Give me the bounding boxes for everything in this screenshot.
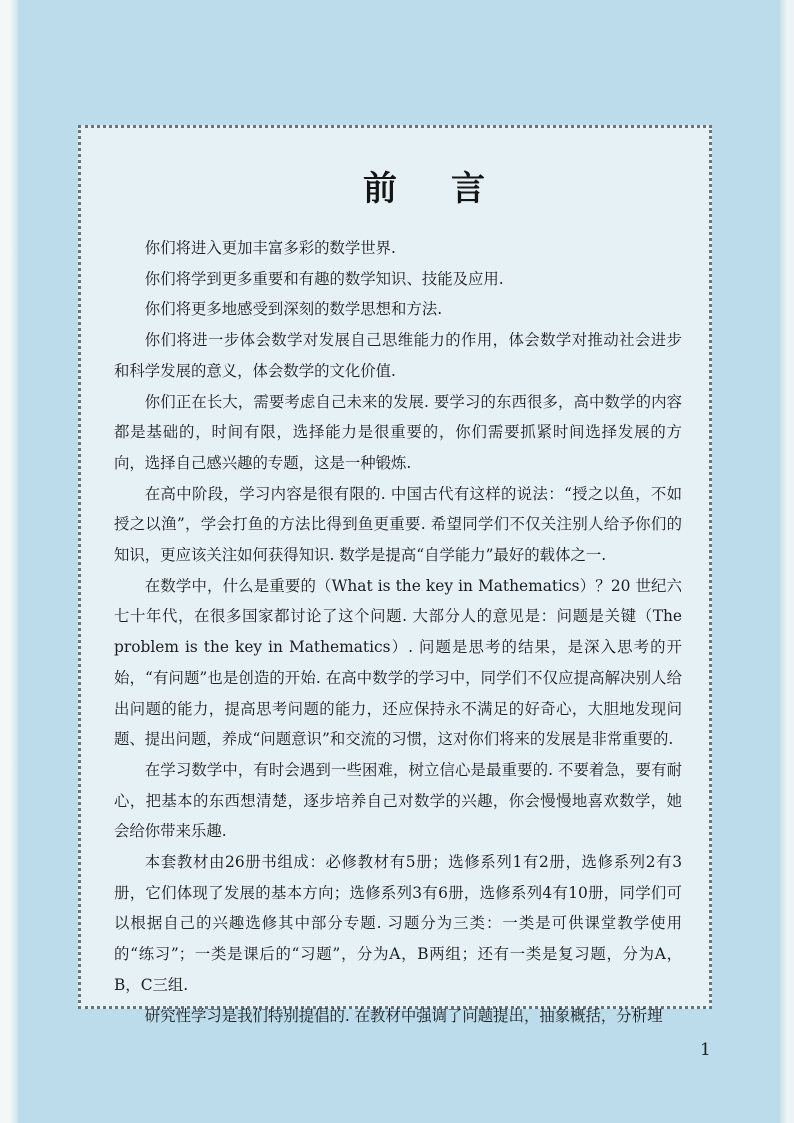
paragraph: 研究性学习是我们特别提倡的. 在教材中强调了问题提出，抽象概括，分析理 bbox=[144, 1006, 663, 1025]
page-number: 1 bbox=[700, 1040, 711, 1060]
paragraph: 在数学中，什么是重要的（What is the key in Mathematics）？20 世纪六七十年代，在很多国家都讨论了这个问题. 大部分人的意见是：问题是关键（The problem is the key in Mathematics）. 问题是思考的结果，是深入思考的开始，“有问题”也是创造的开始. 在高中数学的学习中，同学们不仅应提高解决别人给出问题的能力，提高思考问题的能力，还应保持永不满足的好奇心，大胆地发现问题、提出问题，养成“问题意识”和交流的习惯，这对你们将来的发展是非常重要的. bbox=[114, 576, 682, 749]
scan-edge-right bbox=[780, 0, 794, 1123]
paragraph: 你们将更多地感受到深刻的数学思想和方法. bbox=[144, 300, 443, 319]
scan-edge-left bbox=[0, 0, 18, 1123]
paragraph: 你们将进一步体会数学对发展自己思维能力的作用，体会数学对推动社会进步和科学发展的意义，体会数学的文化价值. bbox=[114, 331, 682, 380]
paragraph: 你们将学到更多重要和有趣的数学知识、技能及应用. bbox=[144, 269, 504, 288]
paragraph: 你们正在长大，需要考虑自己未来的发展. 要学习的东西很多，高中数学的内容都是基础的，时间有限，选择能力是很重要的，你们需要抓紧时间选择发展的方向，选择自己感兴趣的专题，这是一种锻炼. bbox=[114, 392, 682, 472]
paragraph: 在学习数学中，有时会遇到一些困难，树立信心是最重要的. 不要着急，要有耐心，把基本的东西想清楚，逐步培养自己对数学的兴趣，你会慢慢地喜欢数学，她会给你带来乐趣. bbox=[114, 760, 682, 841]
paragraph: 你们将进入更加丰富多彩的数学世界. bbox=[144, 239, 396, 257]
paragraph: 本套教材由26册书组成：必修教材有5册；选修系列1有2册，选修系列2有3册，它们体现了发展的基本方向；选修系列3有6册，选修系列4有10册，同学们可以根据自己的兴趣选修其中部分专题. 习题分为三类：一类是可供课堂教学使用的“练习”；一类是课后的“习题”，分为A，B两组；还有一类是复习题，分为A，B，C三组. bbox=[114, 853, 682, 994]
body-text bbox=[114, 233, 682, 1031]
page-title: 前言 bbox=[363, 169, 539, 209]
paragraph: 在高中阶段，学习内容是很有限的. 中国古代有这样的说法：“授之以鱼，不如授之以渔”，学会打鱼的方法比得到鱼更重要. 希望同学们不仅关注别人给予你们的知识，更应该关注如何获得知识. 数学是提高“自学能力”最好的载体之一. bbox=[114, 484, 682, 565]
